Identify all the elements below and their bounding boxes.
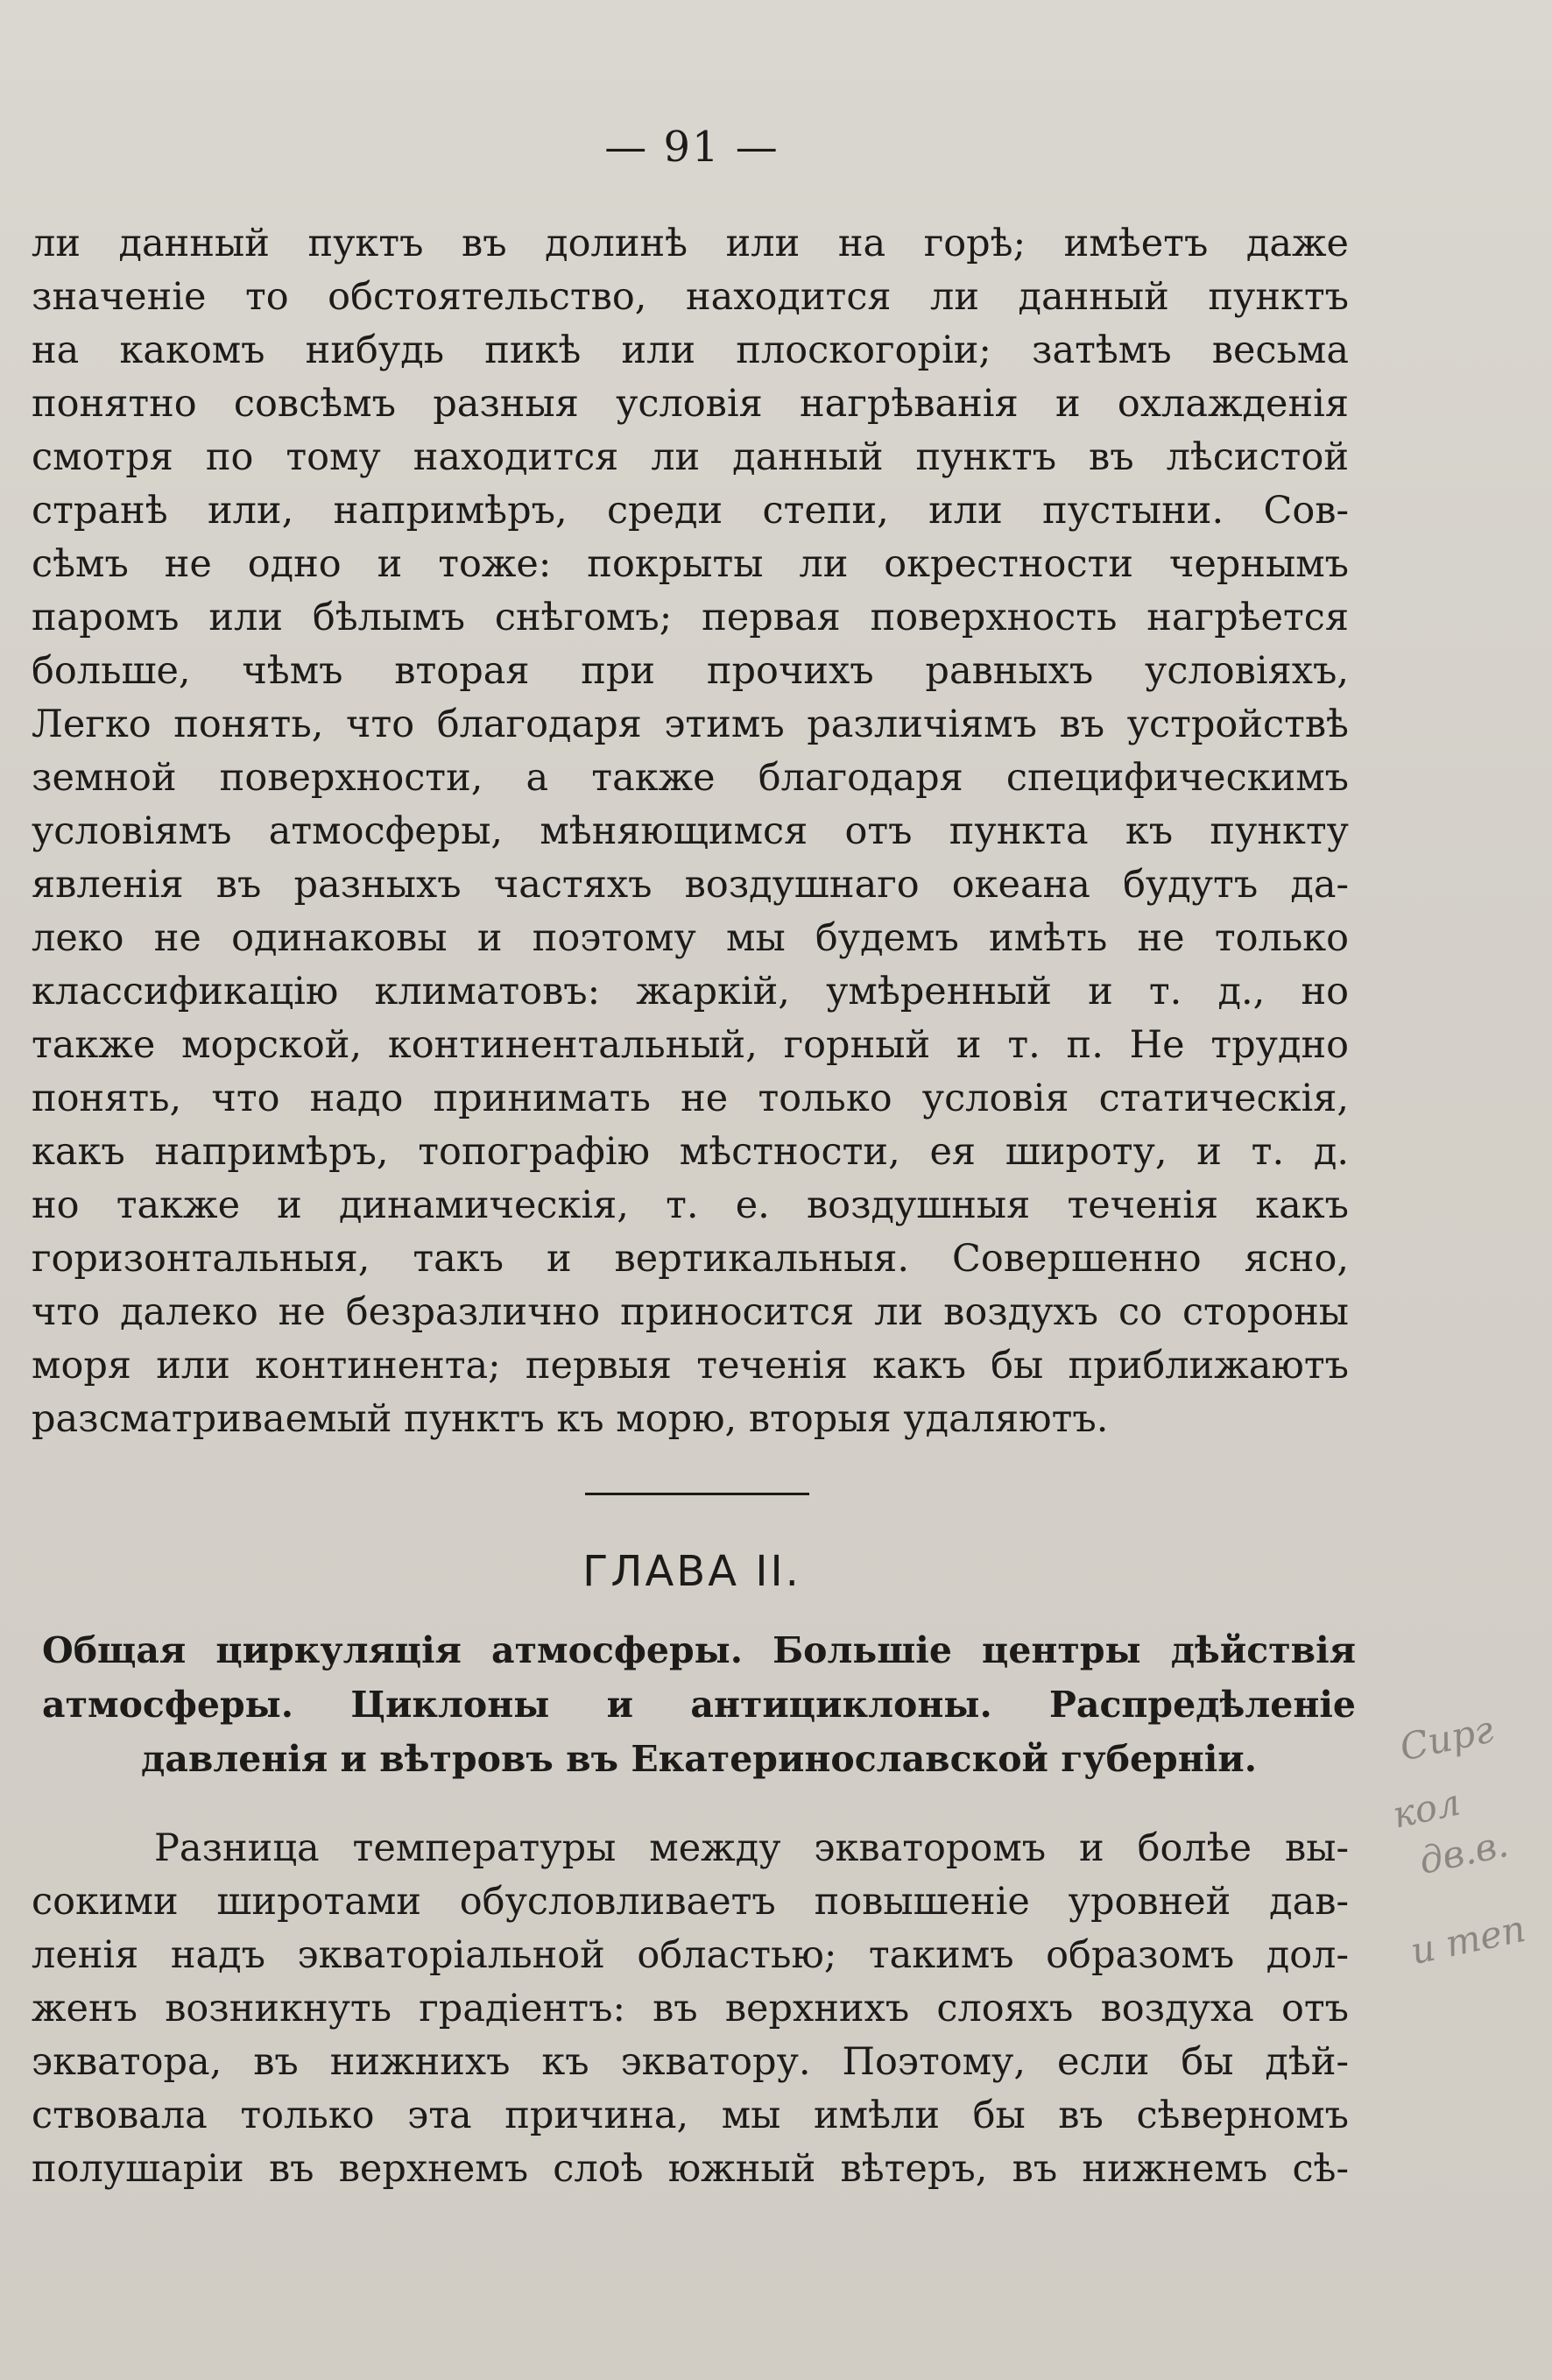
text-line: условіямъ атмосферы, мѣняющимся отъ пункта къ пункту (32, 809, 1349, 853)
text-line: смотря по тому находится ли данный пунктъ въ лѣсистой (32, 435, 1349, 479)
margin-note-word: и теп (1407, 1906, 1529, 1974)
text-line: Легко понять, что благодаря этимъ различіямъ въ устройствѣ (32, 703, 1349, 746)
page-number: — 91 — (604, 123, 780, 172)
chapter-title (42, 1623, 1356, 1786)
section-divider (585, 1493, 809, 1495)
chapter-title-line: давленія и вѣтровъ въ Екатеринославской губерніи. (141, 1738, 1257, 1780)
text-line: паромъ или бѣлымъ снѣгомъ; первая поверхность нагрѣется (32, 596, 1349, 639)
text-line: странѣ или, напримѣръ, среди степи, или пустыни. Сов- (32, 489, 1349, 533)
text-line: значеніе то обстоятельство, находится ли данный пунктъ (32, 275, 1349, 319)
margin-note-word: Сирг (1396, 1707, 1498, 1769)
text-line: классификацію климатовъ: жаркій, умѣренный и т. д., но (32, 970, 1349, 1013)
text-line: земной поверхности, а также благодаря специфическимъ (32, 756, 1349, 800)
text-line: сѣмъ не одно и тоже: покрыты ли окрестности чернымъ (32, 542, 1349, 586)
margin-note-word: дв.в. (1415, 1821, 1513, 1883)
text-line: ли данный пуктъ въ долинѣ или на горѣ; имѣетъ даже (32, 222, 1349, 265)
paragraph-1 (32, 217, 1349, 1446)
handwritten-margin-note (1388, 1707, 1550, 1980)
text-line: экватора, въ нижнихъ къ экватору. Поэтому, если бы дѣй- (32, 2040, 1349, 2084)
text-line: понятно совсѣмъ разныя условія нагрѣванія и охлажденія (32, 382, 1349, 426)
margin-note-word: кол (1388, 1780, 1464, 1837)
text-line: ствовала только эта причина, мы имѣли бы въ сѣверномъ (32, 2094, 1349, 2137)
text-line: полушаріи въ верхнемъ слоѣ южный вѣтеръ, въ нижнемъ сѣ- (32, 2147, 1349, 2191)
paragraph-2 (32, 1822, 1349, 2196)
chapter-title-line: атмосферы. Циклоны и антициклоны. Распредѣленіе (42, 1684, 1356, 1726)
text-line: на какомъ нибудь пикѣ или плоскогоріи; затѣмъ весьма (32, 328, 1349, 372)
text-line: но также и динамическія, т. е. воздушныя теченія какъ (32, 1183, 1349, 1227)
text-line: явленія въ разныхъ частяхъ воздушнаго океана будутъ да- (32, 863, 1349, 907)
text-line: Разница температуры между экваторомъ и болѣе вы- (154, 1826, 1349, 1870)
text-line: ленія надъ экваторіальной областью; такимъ образомъ дол- (32, 1933, 1349, 1977)
text-line: также морской, континентальный, горный и т. п. Не трудно (32, 1023, 1349, 1067)
text-line: сокими широтами обусловливаетъ повышеніе уровней дав- (32, 1880, 1349, 1924)
text-line: горизонтальныя, такъ и вертикальныя. Совершенно ясно, (32, 1237, 1349, 1281)
text-line: разсматриваемый пунктъ къ морю, вторыя удаляютъ. (32, 1397, 1109, 1441)
text-line: больше, чѣмъ вторая при прочихъ равныхъ условіяхъ, (32, 649, 1349, 693)
text-line: моря или континента; первыя теченія какъ бы приближаютъ (32, 1344, 1349, 1388)
text-line: понять, что надо принимать не только условія статическія, (32, 1077, 1349, 1120)
text-line: что далеко не безразлично приносится ли воздухъ со стороны (32, 1290, 1349, 1334)
chapter-heading: ГЛАВА II. (582, 1547, 801, 1596)
text-line: женъ возникнуть градіентъ: въ верхнихъ слояхъ воздуха отъ (32, 1987, 1349, 2030)
chapter-title-line: Общая циркуляція атмосферы. Большіе центры дѣйствія (42, 1629, 1356, 1671)
text-line: какъ напримѣръ, топографію мѣстности, ея широту, и т. д. (32, 1130, 1349, 1174)
text-line: леко не одинаковы и поэтому мы будемъ имѣть не только (32, 916, 1349, 960)
